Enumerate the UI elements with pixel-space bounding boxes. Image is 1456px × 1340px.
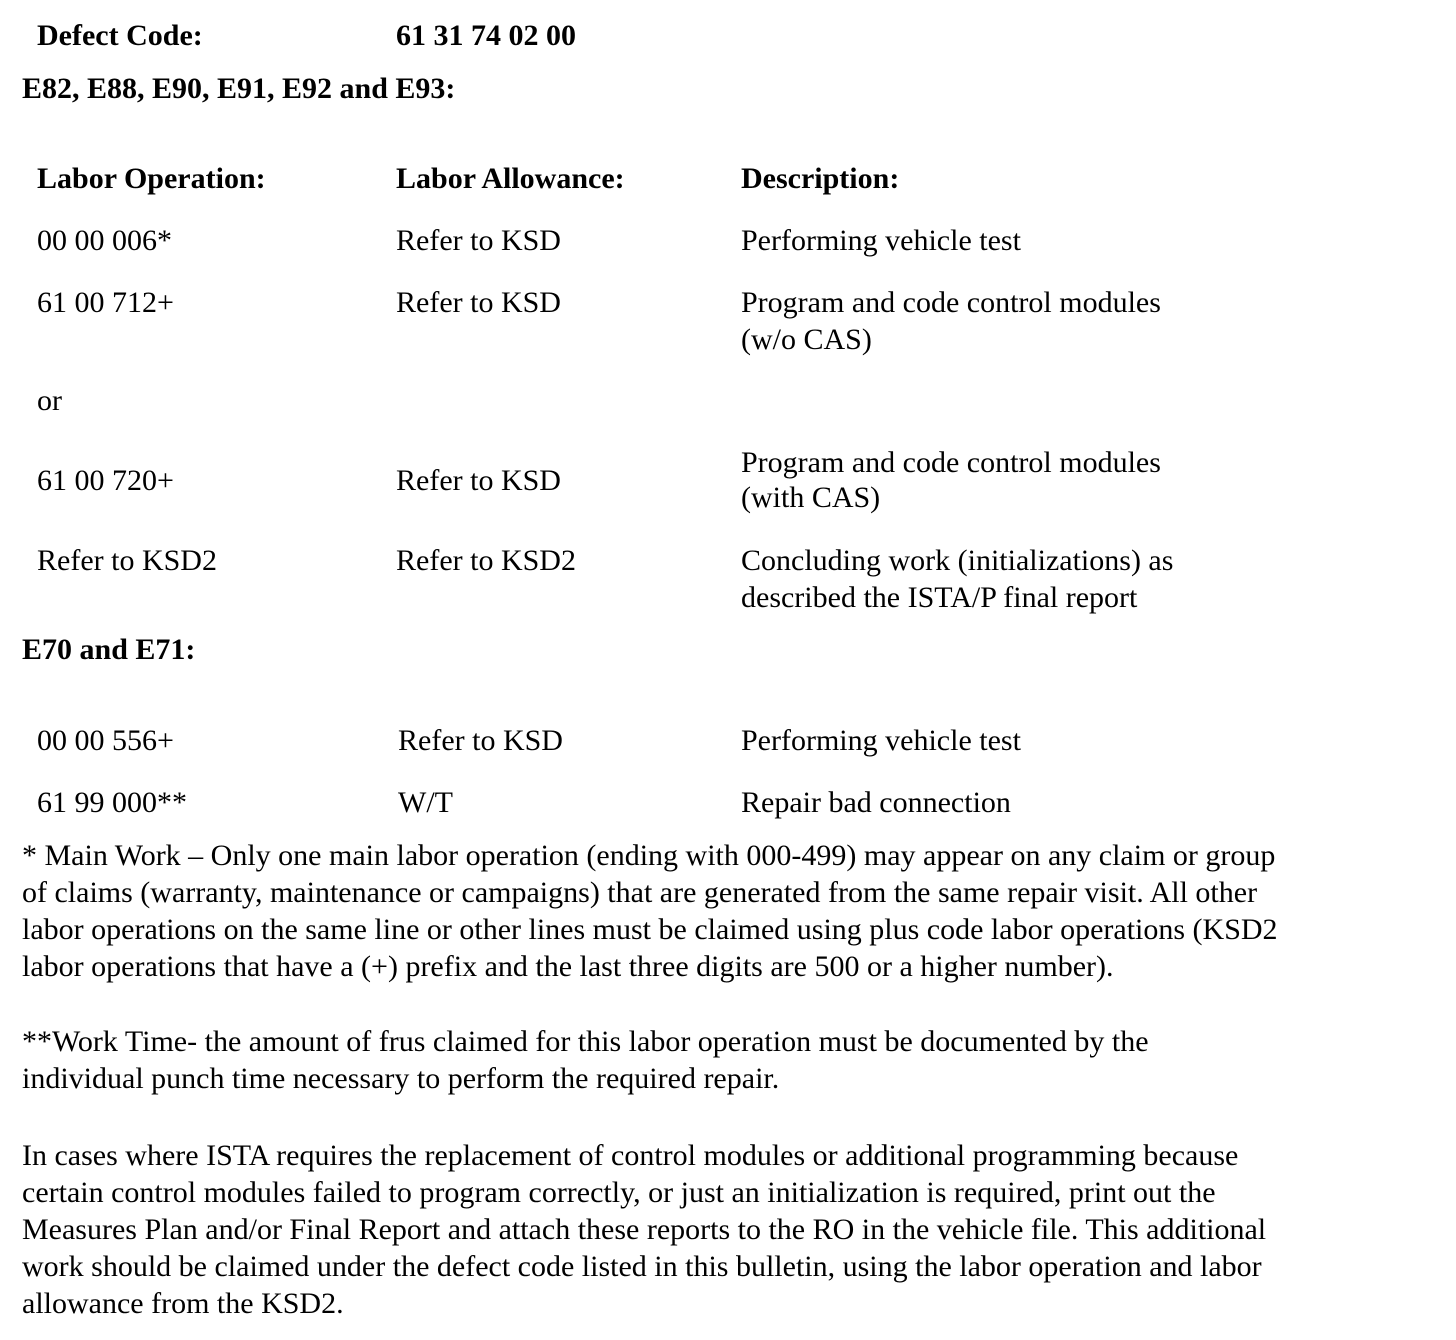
row3-description-line1: Program and code control modules <box>741 446 1161 479</box>
row6-description: Repair bad connection <box>741 786 1011 819</box>
text-line: certain control modules failed to program correctly, or just an initialization is required, print out the <box>22 1176 1216 1209</box>
text-line: individual punch time necessary to perform the required repair. <box>22 1062 780 1095</box>
row1-description: Performing vehicle test <box>741 224 1021 257</box>
text-line: labor operations that have a (+) prefix and the last three digits are 500 or a higher number). <box>22 950 1114 983</box>
defect-code-label: Defect Code: <box>37 19 203 52</box>
text-line: labor operations on the same line or other lines must be claimed using plus code labor operations (KSD2 <box>22 913 1278 946</box>
text-line: * Main Work – Only one main labor operation (ending with 000-499) may appear on any claim or group <box>22 839 1276 872</box>
row4-description-line1: Concluding work (initializations) as <box>741 544 1174 577</box>
defect-code-value: 61 31 74 02 00 <box>396 19 576 52</box>
row5-operation: 00 00 556+ <box>37 724 174 757</box>
text-line: allowance from the KSD2. <box>22 1287 344 1320</box>
row5-description: Performing vehicle test <box>741 724 1021 757</box>
or-label: or <box>37 384 62 417</box>
text-line: of claims (warranty, maintenance or campaigns) that are generated from the same repair visit. All other <box>22 876 1258 909</box>
row3-allowance: Refer to KSD <box>396 464 561 497</box>
header-labor-operation: Labor Operation: <box>37 162 266 195</box>
note-main-work <box>22 837 1278 985</box>
row3-description-line2: (with CAS) <box>741 481 881 514</box>
row2-allowance: Refer to KSD <box>396 286 561 319</box>
header-description: Description: <box>741 162 900 195</box>
row3-operation: 61 00 720+ <box>37 464 174 497</box>
note-work-time <box>22 1023 1149 1097</box>
row1-operation: 00 00 006* <box>37 224 172 257</box>
row4-description-line2: described the ISTA/P final report <box>741 581 1138 614</box>
text-line: In cases where ISTA requires the replacement of control modules or additional programming because <box>22 1139 1239 1172</box>
row6-allowance: W/T <box>398 786 453 819</box>
row5-allowance: Refer to KSD <box>398 724 563 757</box>
text-line: Measures Plan and/or Final Report and attach these reports to the RO in the vehicle file. This additional <box>22 1213 1267 1246</box>
row6-operation: 61 99 000** <box>37 786 187 819</box>
row4-operation: Refer to KSD2 <box>37 544 217 577</box>
note-ista <box>22 1137 1266 1322</box>
row4-allowance: Refer to KSD2 <box>396 544 576 577</box>
row2-operation: 61 00 712+ <box>37 286 174 319</box>
section-title-e7x: E70 and E71: <box>22 633 196 666</box>
row2-description-line1: Program and code control modules <box>741 286 1161 319</box>
section-title-e9x: E82, E88, E90, E91, E92 and E93: <box>22 72 456 105</box>
text-line: work should be claimed under the defect code listed in this bulletin, using the labor operation and labor <box>22 1250 1262 1283</box>
row1-allowance: Refer to KSD <box>396 224 561 257</box>
header-labor-allowance: Labor Allowance: <box>396 162 625 195</box>
row2-description-line2: (w/o CAS) <box>741 323 872 356</box>
text-line: **Work Time- the amount of frus claimed for this labor operation must be documented by the <box>22 1025 1149 1058</box>
